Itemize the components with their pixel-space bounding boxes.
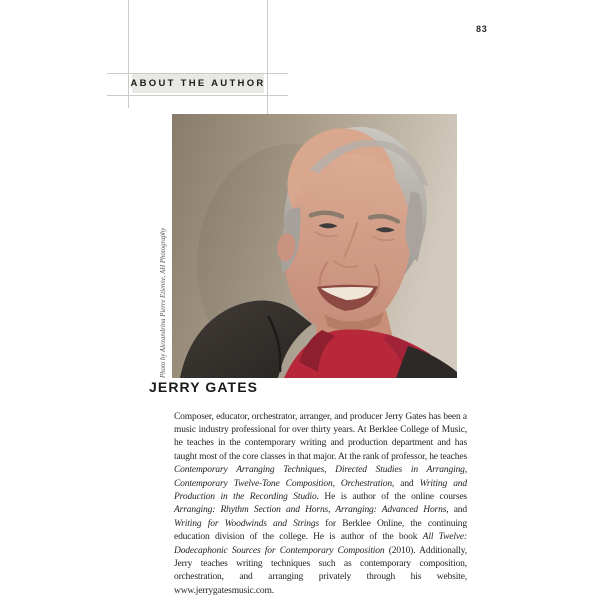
horizontal-rule-bottom [107, 95, 288, 96]
author-bio: Composer, educator, orchestrator, arranger, and producer Jerry Gates has been a music industry professional for over thirty years. At Berklee College of Music, he teaches in the contemporary writing and production department and has taught most of the core classes in that major. At the rank of professor, he teaches Contemporary Arranging Techniques, Directed Studies in Arranging, Contemporary Twelve-Tone Composition, Orchestration, and Writing and Production in the Recording Studio. He is author of the online courses Arranging: Rhythm Section and Horns, Arranging: Advanced Horns, and Writing for Woodwinds and Strings for Berklee Online, the continuing education division of the college. He is author of the book All Twelve: Dodecaphonic Sources for Contemporary Composition (2010). Additionally, Jerry teaches writing techniques such as contemporary composition, orchestration, and arranging privately through his website, www.jerrygatesmusic.com. [174, 411, 468, 596]
author-name: JERRY GATES [149, 379, 259, 395]
vertical-rule-right [267, 0, 268, 114]
section-header [132, 74, 264, 93]
page-number: 83 [476, 24, 488, 34]
vertical-rule-left [128, 0, 129, 108]
portrait-illustration [172, 114, 457, 378]
photo-credit: Photo by Alexandrina Pierre Etienne, AH Photography [160, 227, 167, 378]
author-portrait-photo [172, 114, 457, 378]
section-header-label: ABOUT THE AUTHOR [130, 78, 266, 89]
